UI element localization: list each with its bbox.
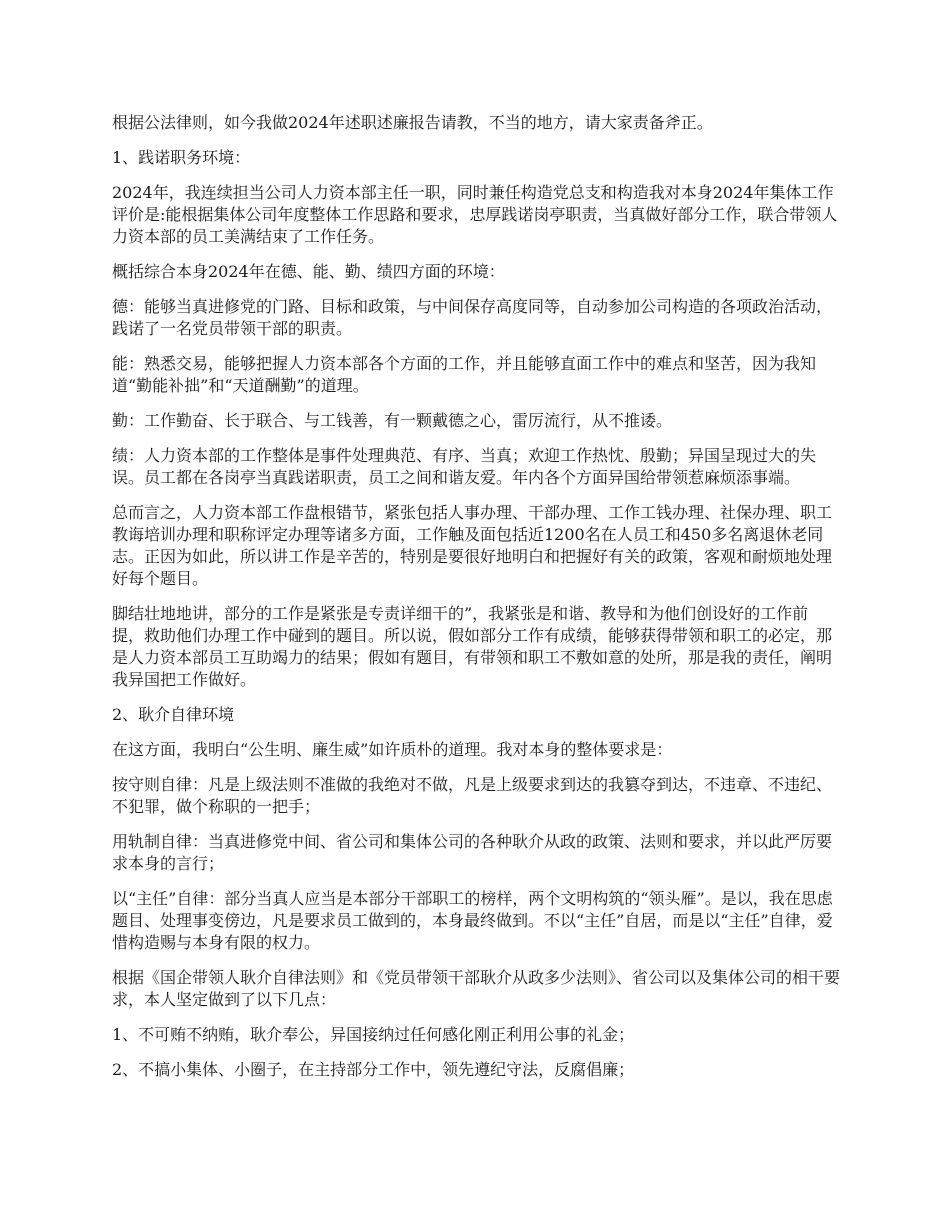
paragraph: 按守则自律：凡是上级法则不准做的我绝对不做，凡是上级要求到达的我篡夺到达，不违章、不违纪、不犯罪，做个称职的一把手； xyxy=(112,775,833,816)
paragraph-performance: 绩：人力资本部的工作整体是事件处理典范、有序、当真；欢迎工作热忱、殷勤；异国呈现过大的失误。员工都在各岗亭当真践诺职责，员工之间和谐友爱。年内各个方面异国给带领惹麻烦添事端。 xyxy=(112,446,817,487)
paragraph-summary: 总而言之，人力资本部工作盘根错节，紧张包括人事办理、干部办理、工作工钱办理、社保办理、职工教诲培训办理和职称评定办理等诸多方面，工作触及面包括近1200名在人员工和450多名离退休老同志。正因为如此，所以讲工作是辛苦的，特别是要很好地明白和把握好有关的政策，客观和耐烦地处理好每个题目。 xyxy=(112,503,833,588)
document-body xyxy=(112,112,840,1094)
section-heading-integrity: 2、耿介自律环境 xyxy=(112,705,235,724)
paragraph: 脚结壮地地讲，部分的工作是紧张是专责详细干的”，我紧张是和谐、教导和为他们创设好的工作前提，救助他们办理工作中碰到的题目。所以说，假如部分工作有成绩，能够获得带领和职工的必定，那是人力资本部员工互助竭力的结果；假如有题目，有带领和职工不敷如意的处所，那是我的责任，阐明我异国把工作做好。 xyxy=(112,604,833,689)
paragraph: 2024年，我连续担当公司人力资本部主任一职，同时兼任构造党总支和构造我对本身2024年集体工作评价是:能根据集体公司年度整体工作思路和要求，忠厚践诺岗亭职责，当真做好部分工作，联合带领人力资本部的员工美满结束了工作任务。 xyxy=(112,183,838,246)
paragraph: 用轨制自律：当真进修党中间、省公司和集体公司的各种耿介从政的政策、法则和要求，并以此严厉要求本身的言行； xyxy=(112,832,833,873)
paragraph: 根据《国企带领人耿介自律法则》和《党员带领干部耿介从政多少法则》、省公司以及集体公司的相干要求，本人坚定做到了以下几点： xyxy=(112,968,841,1009)
intro-paragraph: 根据公法律则，如今我做2024年述职述廉报告请教，不当的地方，请大家责备斧正。 xyxy=(112,113,713,132)
paragraph-virtue: 德：能够当真进修党的门路、目标和政策，与中间保存高度同等，自动参加公司构造的各项政治活动，践诺了一名党员带领干部的职责。 xyxy=(112,297,833,338)
paragraph: 概括综合本身2024年在德、能、勤、绩四方面的环境： xyxy=(112,262,505,281)
paragraph-diligence: 勤：工作勤奋、长于联合、与工钱善，有一颗戴德之心，雷厉流行，从不推诿。 xyxy=(112,411,673,430)
section-heading-duty: 1、践诺职务环境： xyxy=(112,148,251,167)
list-item: 1、不可贿不纳贿，耿介奉公，异国接纳过任何感化刚正利用公事的礼金； xyxy=(112,1025,635,1044)
paragraph: 在这方面，我明白“公生明、廉生威”如许质朴的道理。我对本身的整体要求是： xyxy=(112,740,673,759)
list-item: 2、不搞小集体、小圈子，在主持部分工作中，领先遵纪守法，反腐倡廉； xyxy=(112,1060,635,1079)
paragraph-ability: 能：熟悉交易，能够把握人力资本部各个方面的工作，并且能够直面工作中的难点和坚苦，因为我知道“勤能补拙”和“天道酬勤”的道理。 xyxy=(112,354,817,395)
paragraph: 以“主任”自律：部分当真人应当是本部分干部职工的榜样，两个文明构筑的“领头雁”。是以，我在思虑题目、处理事变傍边，凡是要求员工做到的，本身最终做到。不以“主任”自居，而是以“主任”自律，爱惜构造赐与本身有限的权力。 xyxy=(112,889,833,952)
